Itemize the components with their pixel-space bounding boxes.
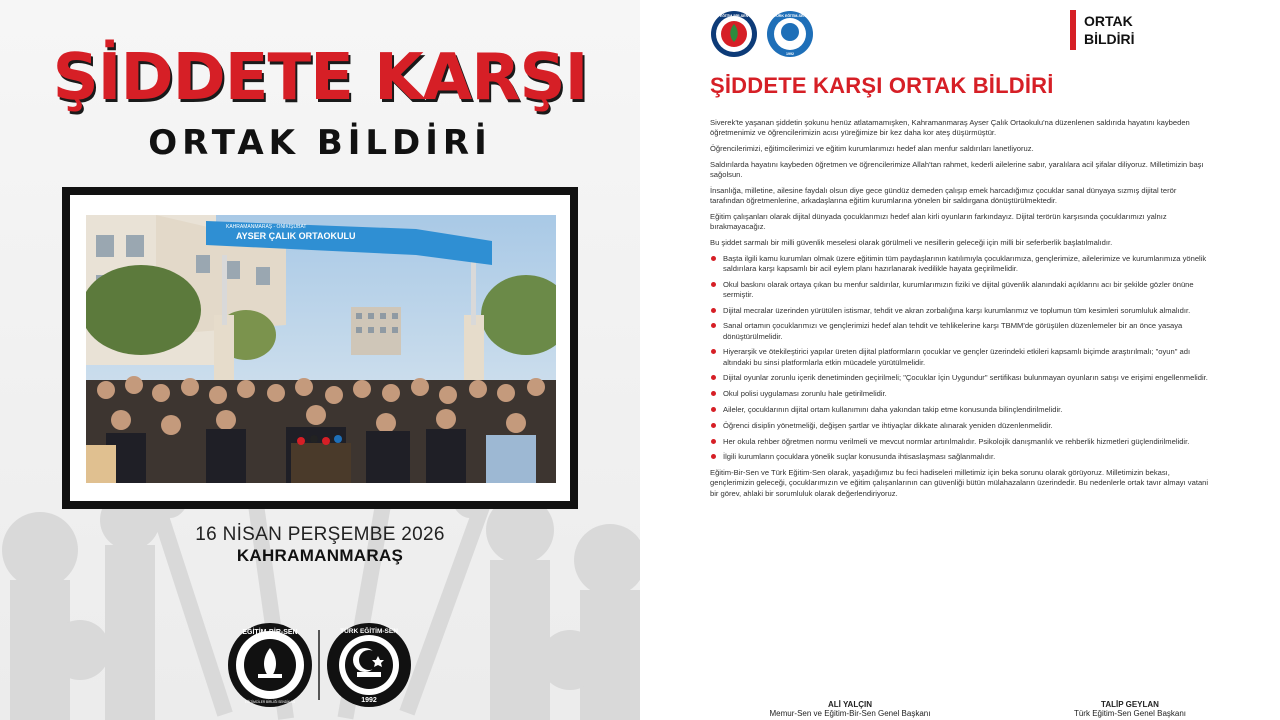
list-item-text: Dijital oyunlar zorunlu içerik denetiminden geçirilmeli; "Çocuklar İçin Uygundur" sertifikası bulunmayan oyunların satışı ve erişimi engellenmelidir. — [723, 373, 1208, 383]
list-item-text: Hiyerarşik ve ötekileştirici yapılar üreten dijital platformların çocuklar ve gençler üzerindeki etkileri kapsamlı biçimde araştırılmalı; "oyun" adı altındaki bu sinsi platformlarla etkin mücadele yürütülmelidir. — [723, 347, 1191, 367]
doc-right-logo-text: TÜRK EĞİTİM-SEN — [774, 13, 806, 18]
bullet-dot-icon — [711, 423, 716, 428]
sign-large-text: AYSER ÇALIK ORTAOKULU — [236, 231, 356, 241]
doc-right-logo-year: 1992 — [786, 52, 794, 56]
event-place: KAHRAMANMARAŞ — [236, 546, 404, 565]
bullet-dot-icon — [711, 308, 716, 313]
paragraph: Siverek'te yaşanan şiddetin şokunu henüz atlatamamışken, Kahramanmaraş Ayser Çalık Ortaokulu'na düzenlenen saldırıda hayatını kaybeden öğretmenimiz ve öğrencilerimizin acısı yüreğimize bir kez daha kor ateş düşürmüştür. — [710, 118, 1190, 138]
right-logo-text: TÜRK EĞİTİM-SEN — [340, 628, 398, 635]
signatory-title: Türk Eğitim-Sen Genel Başkanı — [1073, 709, 1187, 718]
demands-list — [710, 254, 1210, 463]
list-item — [710, 321, 1210, 341]
list-item-text: Okul baskını olarak ortaya çıkan bu menfur saldırılar, kurumlarımızın fiziki ve dijital güvenlik alanındaki açıklarını acı bir şekilde gözler önüne sermiştir. — [723, 279, 1194, 299]
egitim-bir-sen-logo — [228, 623, 312, 707]
photo-frame — [62, 187, 578, 509]
list-item — [710, 405, 1210, 415]
union-logos — [228, 620, 414, 710]
signatures — [710, 700, 1210, 720]
signatory-name: ALİ YALÇIN — [827, 700, 872, 709]
logo-divider — [318, 630, 320, 700]
badge-line-1: ORTAK — [1084, 13, 1133, 29]
signatory-title: Memur-Sen ve Eğitim-Bir-Sen Genel Başkanı — [769, 709, 931, 718]
bullet-dot-icon — [711, 375, 716, 380]
left-logo-subtext: EĞİTİMCİLER BİRLİĞİ SENDİKASI — [244, 700, 296, 704]
bullet-dot-icon — [711, 282, 716, 287]
list-item — [710, 421, 1210, 431]
bullet-dot-icon — [711, 349, 716, 354]
bullet-dot-icon — [711, 454, 716, 459]
bullet-dot-icon — [711, 439, 716, 444]
paragraph: Öğrencilerimizi, eğitimcilerimizi ve eğitim kurumlarımızı hedef alan menfur saldırıları lanetliyoruz. — [710, 144, 1034, 153]
school-photo — [86, 215, 556, 483]
event-date: 16 NİSAN PERŞEMBE 2026 — [195, 524, 445, 545]
closing-paragraph: Eğitim-Bir-Sen ve Türk Eğitim-Sen olarak, yaşadığımız bu feci hadiseleri milletimiz için beka sorunu olarak görüyoruz. Milletimizin bekası, gençlerimizin geleceği, çocuklarımızın ve eğitim çalışanlarının can güvenliği bütün mülahazaların üzerindedir. Bu nedenlerle ortak tavır almayı vatani bir görev, ahlaki bir sorumluluk olarak değerlendiriyoruz. — [710, 468, 1209, 498]
bullet-dot-icon — [711, 391, 716, 396]
list-item — [710, 347, 1210, 367]
paragraph: Bu şiddet sarmalı bir milli güvenlik meselesi olarak görülmeli ve nesillerin geleceği için milli bir seferberlik başlatılmalıdır. — [710, 237, 1113, 247]
document-title: ŞİDDETE KARŞI ORTAK BİLDİRİ — [710, 73, 1054, 98]
poster-subtitle: ORTAK BİLDİRİ — [148, 123, 492, 163]
list-item — [710, 254, 1210, 274]
bullet-dot-icon — [711, 323, 716, 328]
doc-turk-egitim-sen-logo — [767, 11, 813, 57]
list-item-text: Sanal ortamın çocuklarımızı ve gençlerimizi hedef alan tehdit ve tehlikelerine karşı TBMM'de görüşülen düzenlemeler bir an önce yasaya dönüştürülmelidir. — [723, 321, 1183, 341]
badge-bar — [1070, 10, 1076, 50]
sign-small-text: KAHRAMANMARAŞ - ONİKİŞUBAT — [226, 224, 307, 230]
list-item-text: Her okula rehber öğretmen normu verilmeli ve mevcut normlar artırılmalıdır. Psikolojik danışmanlık ve rehberlik hizmetleri güçlendirilmelidir. — [723, 436, 1190, 446]
list-item — [710, 373, 1210, 383]
badge-line-2: BİLDİRİ — [1084, 31, 1135, 47]
document-body — [710, 118, 1210, 504]
list-item — [710, 452, 1210, 462]
paragraph: İnsanlığa, milletine, ailesine faydalı olsun diye gece gündüz demeden çalışıp emek harcadığımız çocuklar sanal dünyaya sızmış dijital terör tarafından öğretmenlerine, arkadaşlarına eğitim kurumlarına yönelen bir saldırgana dönüştürülmektedir. — [710, 185, 1177, 205]
list-item-text: Başta ilgili kamu kurumları olmak üzere eğitimin tüm paydaşlarının katılımıyla çocuklarımıza, gençlerimize, ailelerimize ve kurumlarımıza yönelik saldırılara karşı kapsamlı bir acil eylem planı hazırlanarak ivedilikle hayata geçirilmelidir. — [723, 253, 1207, 273]
doc-left-logo-text: EĞİTİM-BİR-SEN — [719, 13, 749, 18]
poster-title: ŞİDDETE KARŞI — [52, 41, 588, 115]
list-item-text: İlgili kurumların çocuklara yönelik suçlar konusunda ihtisaslaşması sağlanmalıdır. — [723, 452, 996, 462]
list-item — [710, 437, 1210, 447]
list-item — [710, 389, 1210, 399]
left-logo-text: EĞİTİM-BİR-SEN — [242, 629, 298, 636]
statement-document — [640, 0, 1280, 720]
signatory-name: TALİP GEYLAN — [1101, 700, 1159, 709]
list-item-text: Öğrenci disiplin yönetmeliği, değişen şartlar ve ihtiyaçlar dikkate alınarak yeniden düzenlenmelidir. — [723, 420, 1053, 430]
signature-left — [730, 700, 970, 718]
turk-egitim-sen-logo — [327, 623, 411, 707]
document-logos — [710, 10, 820, 58]
paragraph: Saldırılarda hayatını kaybeden öğretmen ve öğrencilerimize Allah'tan rahmet, kederli ailelerine sabır, yaralılara acil şifalar diliyoruz. Milletimizin başı sağolsun. — [710, 159, 1204, 179]
list-item-text: Aileler, çocuklarının dijital ortam kullanımını daha yakından takip etme konusunda bilinçlendirilmelidir. — [723, 404, 1063, 414]
doc-egitim-bir-sen-logo — [711, 11, 757, 57]
bullet-dot-icon — [711, 407, 716, 412]
list-item — [710, 280, 1210, 300]
union-logos-svg — [228, 620, 414, 710]
list-item-text: Okul polisi uygulaması zorunlu hale getirilmelidir. — [723, 389, 887, 399]
signature-right — [1010, 700, 1250, 718]
right-logo-year: 1992 — [361, 697, 377, 704]
paragraph: Eğitim çalışanları olarak dijital dünyada çocuklarımızı hedef alan kirli oyunların farkındayız. Dijital terörün karşısında çocuklarımızı yalnız bırakmayacağız. — [710, 211, 1167, 231]
list-item-text: Dijital mecralar üzerinden yürütülen istismar, tehdit ve akran zorbalığına karşı kurumlarımız ve toplumun tüm kesimleri sorumluluk almalıdır. — [723, 305, 1191, 315]
bullet-dot-icon — [711, 256, 716, 261]
list-item — [710, 306, 1210, 316]
